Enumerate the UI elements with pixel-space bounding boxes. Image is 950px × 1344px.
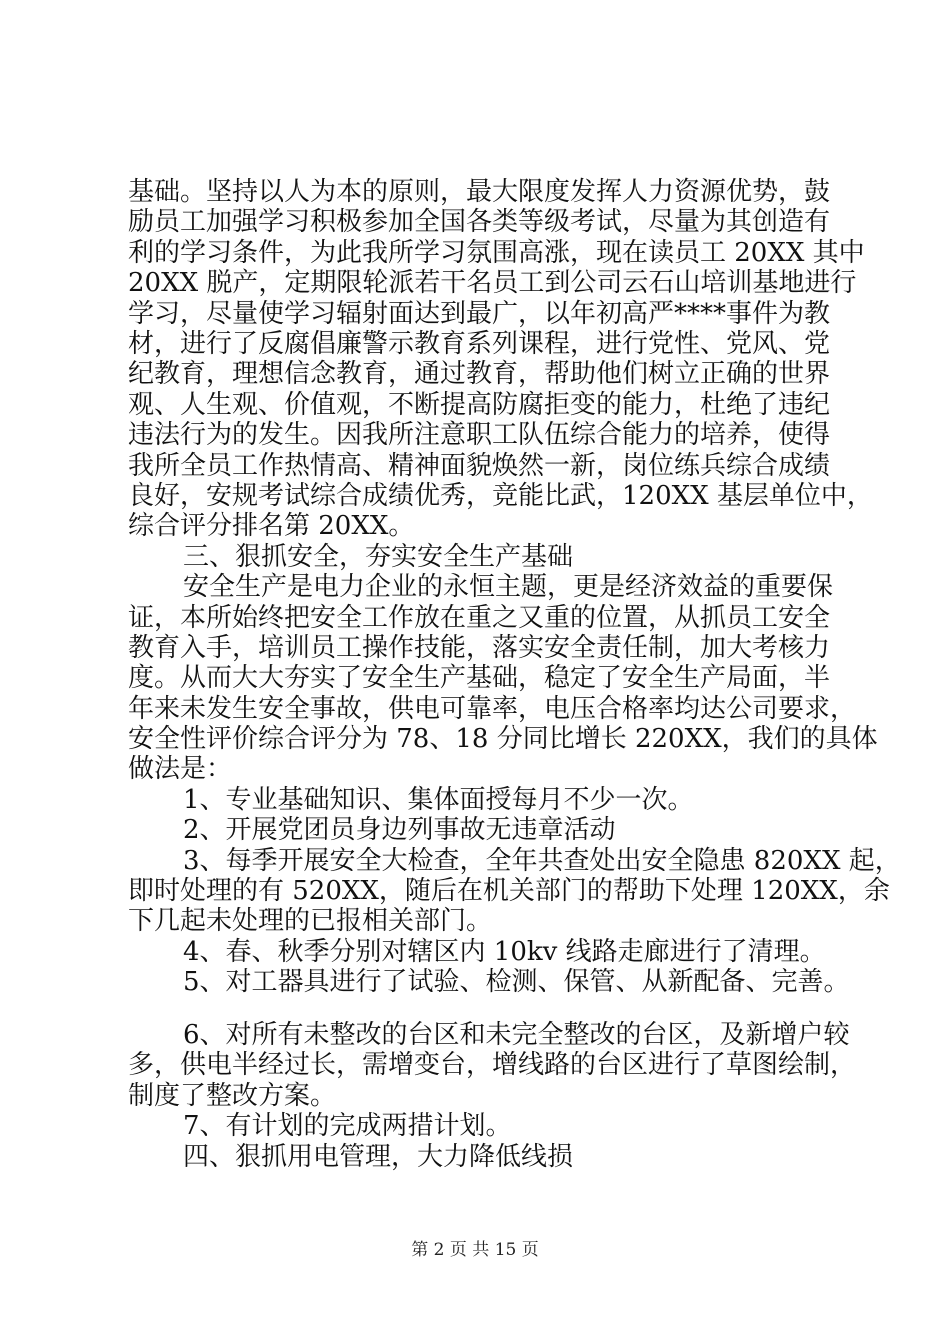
- paragraph-line: 安全生产是电力企业的永恒主题，更是经济效益的重要保: [183, 572, 834, 603]
- paragraph-line: 违法行为的发生。因我所注意职工队伍综合能力的培养，使得: [128, 420, 831, 451]
- paragraph-line: 安全性评价综合评分为 78、18 分同比增长 220XX，我们的具体: [128, 724, 878, 755]
- paragraph-line: 基础。坚持以人为本的原则，最大限度发挥人力资源优势，鼓: [128, 177, 831, 207]
- paragraph-line: 纪教育，理想信念教育，通过教育，帮助他们树立正确的世界: [128, 359, 831, 390]
- paragraph-line: 励员工加强学习积极参加全国各类等级考试，尽量为其创造有: [128, 207, 831, 238]
- list-item-continuation: 多，供电半经过长，需增变台，增线路的台区进行了草图绘制，: [128, 1050, 857, 1081]
- list-item-continuation: 即时处理的有 520XX，随后在机关部门的帮助下处理 120XX，余: [128, 876, 890, 907]
- list-item: 5、对工器具进行了试验、检测、保管、从新配备、完善。: [183, 967, 850, 998]
- list-item: 7、有计划的完成两措计划。: [183, 1111, 512, 1142]
- paragraph-line: 观、人生观、价值观，不断提高防腐拒变的能力，杜绝了违纪: [128, 389, 831, 420]
- section-heading: 三、狠抓安全，夯实安全生产基础: [183, 541, 574, 572]
- paragraph-line: 度。从而大大夯实了安全生产基础，稳定了安全生产局面，半: [128, 663, 831, 694]
- list-item: 4、春、秋季分别对辖区内 10kv 线路走廊进行了清理。: [183, 936, 826, 967]
- paragraph-line: 良好，安规考试综合成绩优秀，竞能比武，120XX 基层单位中，: [128, 480, 873, 511]
- list-item-continuation: 下几起未处理的已报相关部门。: [128, 906, 493, 937]
- list-item: 1、专业基础知识、集体面授每月不少一次。: [183, 784, 694, 815]
- list-item: 3、每季开展安全大检查，全年共查处出安全隐患 820XX 起，: [183, 845, 901, 876]
- paragraph-line: 综合评分排名第 20XX。: [128, 511, 415, 542]
- paragraph-line: 教育入手，培训员工操作技能，落实安全责任制，加大考核力: [128, 632, 831, 663]
- list-item-continuation: 制度了整改方案。: [128, 1080, 337, 1111]
- paragraph-line: 学习，尽量使学习辐射面达到最广，以年初高严****事件为教: [128, 298, 831, 329]
- paragraph-line: 做法是：: [128, 754, 233, 785]
- list-item: 6、对所有未整改的台区和未完全整改的台区，及新增户较: [183, 1020, 850, 1051]
- paragraph-line: 20XX 脱产，定期限轮派若干名员工到公司云石山培训基地进行: [128, 268, 857, 299]
- paragraph-line: 我所全员工作热情高、精神面貌焕然一新，岗位练兵综合成绩: [128, 450, 831, 481]
- section-heading: 四、狠抓用电管理，大力降低线损: [183, 1141, 574, 1172]
- paragraph-line: 材，进行了反腐倡廉警示教育系列课程，进行党性、党风、党: [128, 328, 831, 359]
- paragraph-line: 证，本所始终把安全工作放在重之又重的位置，从抓员工安全: [128, 602, 831, 633]
- list-item: 2、开展党团员身边列事故无违章活动: [183, 815, 616, 846]
- paragraph-line: 利的学习条件，为此我所学习氛围高涨，现在读员工 20XX 其中: [128, 237, 865, 268]
- paragraph-line: 年来未发生安全事故，供电可靠率，电压合格率均达公司要求，: [128, 693, 857, 724]
- page-footer: 第 2 页 共 15 页: [411, 1240, 539, 1260]
